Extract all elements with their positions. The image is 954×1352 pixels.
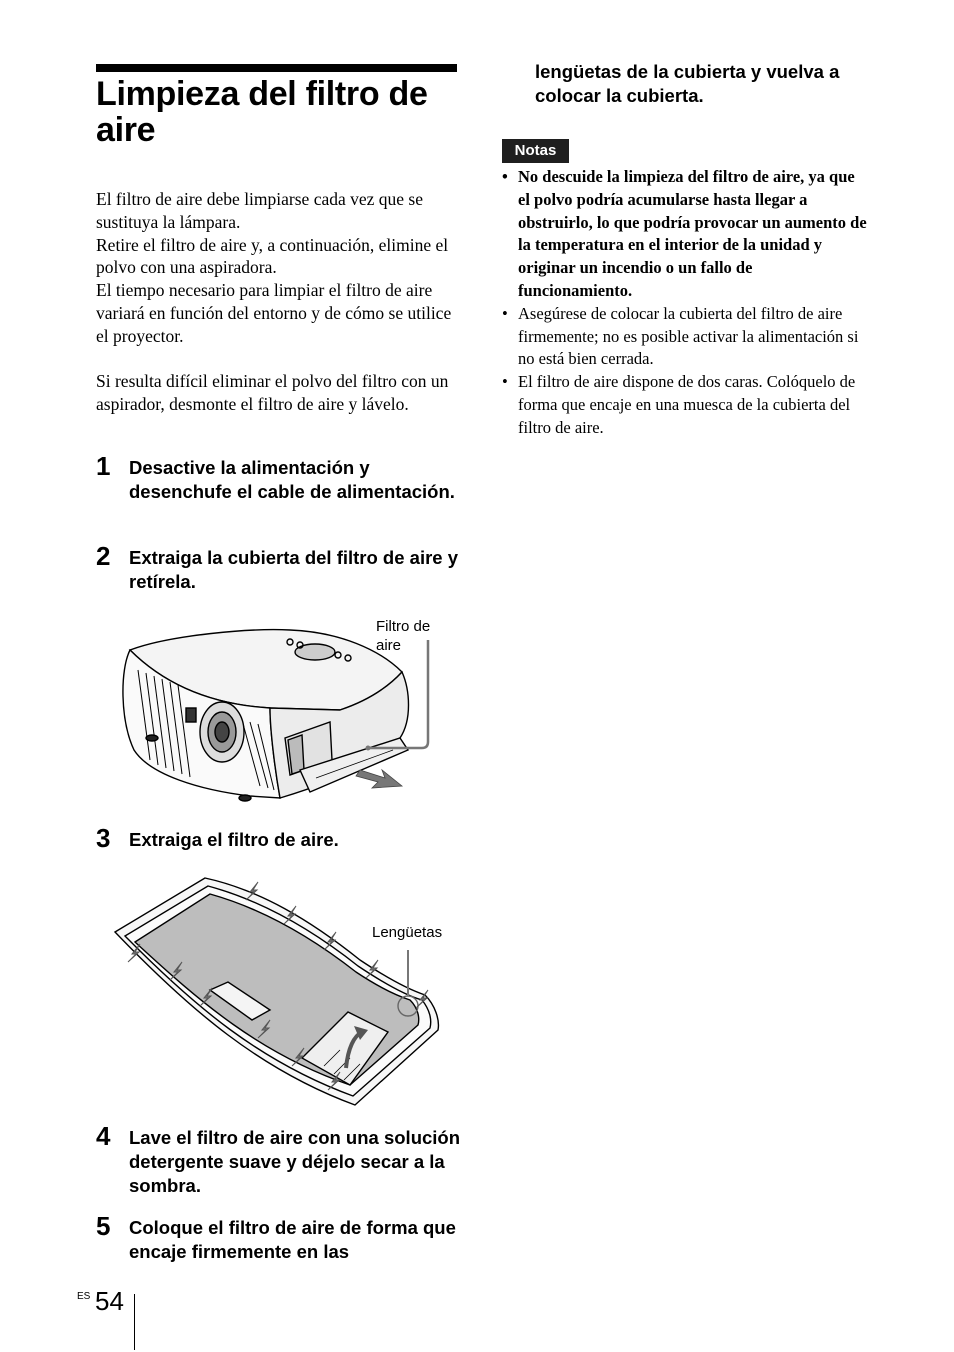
note-text: Asegúrese de colocar la cubierta del filtro de aire firmemente; no es posible activar la alimentación si no está bien cerrada. bbox=[518, 303, 859, 369]
step-text: Extraiga la cubierta del filtro de aire y retírela. bbox=[129, 547, 459, 592]
folio-language: ES bbox=[77, 1291, 91, 1302]
step-3 bbox=[96, 823, 466, 853]
step-1 bbox=[96, 451, 466, 504]
step-number: 2 bbox=[96, 541, 111, 571]
intro-paragraph-wash: Si resulta difícil eliminar el polvo del filtro con un aspirador, desmonte el filtro de aire y lávelo. bbox=[96, 371, 449, 414]
step-number: 1 bbox=[96, 451, 111, 481]
step-number: 4 bbox=[96, 1121, 111, 1151]
step-5 bbox=[96, 1211, 466, 1264]
step-text: Coloque el filtro de aire de forma que encaje firmemente en las bbox=[129, 1217, 456, 1262]
note-item: • Asegúrese de colocar la cubierta del filtro de aire firmemente; no es posible activar la alimentación si no está bien cerrada. bbox=[502, 303, 859, 369]
page-title: Limpieza del filtro de aire bbox=[96, 75, 428, 149]
note-text: El filtro de aire dispone de dos caras. Colóquelo de forma que encaje en una muesca de la cubierta del filtro de aire. bbox=[518, 372, 856, 437]
note-item: • No descuide la limpieza del filtro de aire, ya que el polvo podría acumularse hasta llegar a obstruirlo, lo que podría provocar un aumento de la temperatura en el interior de la unidad y originar un incendio o un fallo de funcionamiento. bbox=[502, 167, 867, 300]
note-item: • El filtro de aire dispone de dos caras. Colóquelo de forma que encaje en una muesca de la cubierta del filtro de aire. bbox=[502, 372, 856, 437]
intro-paragraph: El tiempo necesario para limpiar el filtro de aire variará en función del entorno y de cómo se utilice el proyector. bbox=[96, 280, 452, 346]
step-number: 3 bbox=[96, 823, 111, 853]
note-text: No descuide la limpieza del filtro de aire, ya que el polvo podría acumularse hasta llegar a obstruirlo, lo que podría provocar un aumento de la temperatura en el interior de la unidad y originar un incendio o un fallo de funcionamiento. bbox=[518, 167, 867, 300]
tabs-callout-label: Lengüetas bbox=[372, 924, 443, 941]
filter-callout-label: Filtro de aire bbox=[376, 618, 431, 654]
step-5-continued: lengüetas de la cubierta y vuelva a colocar la cubierta. bbox=[535, 61, 840, 106]
step-4 bbox=[96, 1121, 466, 1198]
step-text: Extraiga el filtro de aire. bbox=[129, 829, 339, 850]
title-rule bbox=[96, 64, 457, 72]
intro-block bbox=[96, 188, 466, 348]
notes-label: Notas bbox=[502, 139, 569, 163]
intro-paragraph: El filtro de aire debe limpiarse cada vez que se sustituya la lámpara. bbox=[96, 189, 423, 232]
step-text: Desactive la alimentación y desenchufe el cable de alimentación. bbox=[129, 457, 455, 502]
air-filter-illustration bbox=[110, 870, 460, 1115]
step-text: Lave el filtro de aire con una solución detergente suave y déjelo secar a la sombra. bbox=[129, 1127, 461, 1196]
step-2 bbox=[96, 541, 466, 594]
folio-rule bbox=[134, 1294, 135, 1350]
intro-paragraph: Retire el filtro de aire y, a continuación, elimine el polvo con una aspiradora. bbox=[96, 234, 449, 278]
page-number: 54 bbox=[95, 1286, 124, 1316]
step-number: 5 bbox=[96, 1211, 111, 1241]
notes-list bbox=[502, 166, 867, 440]
